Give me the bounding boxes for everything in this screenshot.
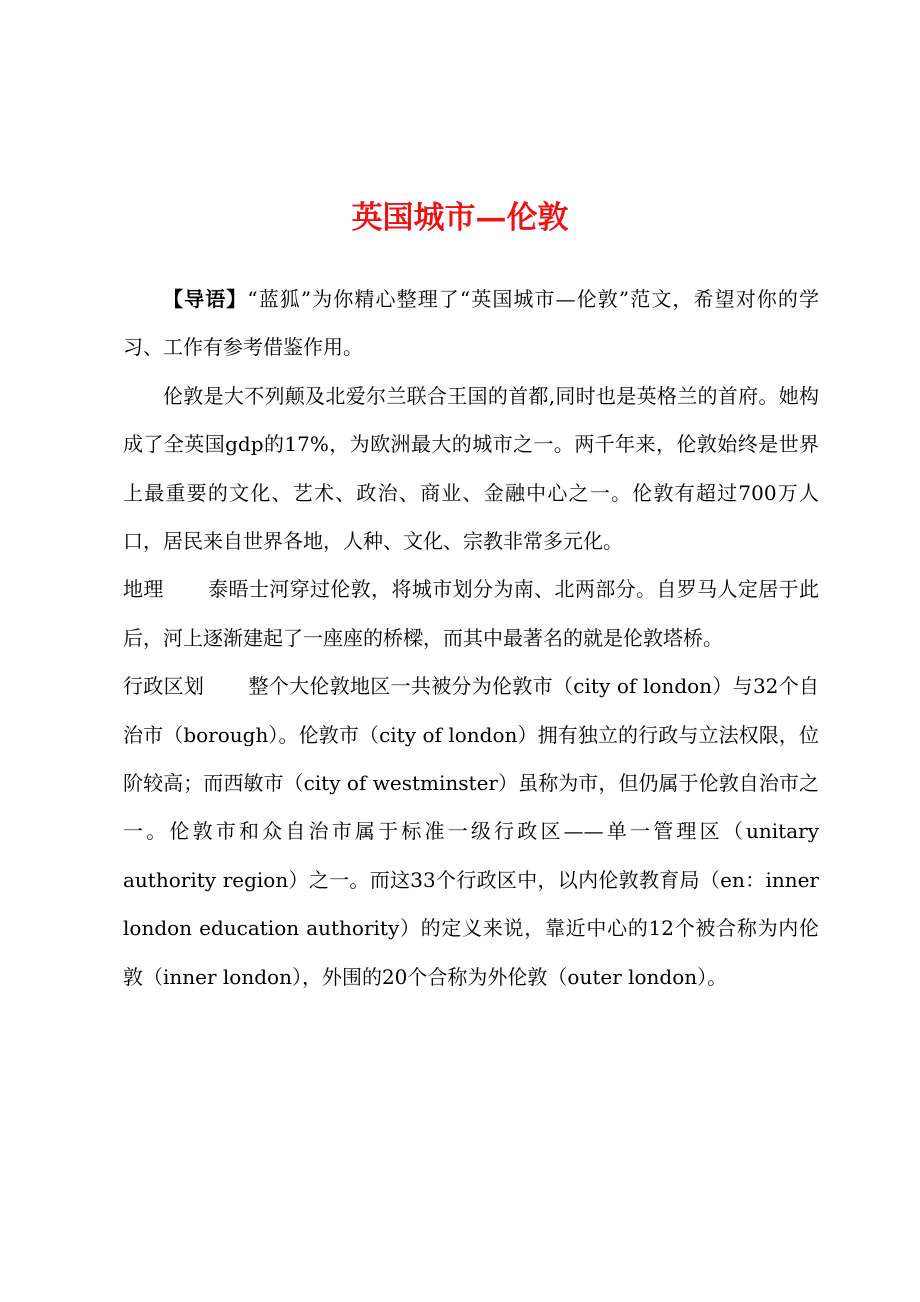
overview-paragraph: 伦敦是大不列颠及北爱尔兰联合王国的首都,同时也是英格兰的首府。她构成了全英国gdp的17%，为欧洲最大的城市之一。两千年来，伦敦始终是世界上最重要的文化、艺术、政治、商业、金融中心之一。伦敦有超过700万人口，居民来自世界各地，人种、文化、宗教非常多元化。: [123, 383, 819, 554]
intro-label: 【导语】: [163, 287, 248, 311]
intro-text: “蓝狐”为你精心整理了“英国城市—伦敦”范文，希望对你的学习、工作有参考借鉴作用。: [123, 287, 819, 360]
intro-paragraph: [123, 275, 819, 372]
geography-text: 泰晤士河穿过伦敦，将城市划分为南、北两部分。自罗马人定居于此后，河上逐渐建起了一座座的桥樑，而其中最著名的就是伦敦塔桥。: [123, 577, 819, 650]
administration-text: 整个大伦敦地区一共被分为伦敦市（city of london）与32个自治市（borough）。伦敦市（city of london）拥有独立的行政与立法权限，位阶较高；而西敏市（city of westminster）虽称为市，但仍属于伦敦自治市之一。伦敦市和众自治市属于标准一级行政区——单一管理区（unitary authority region）之一。而这33个行政区中，以内伦敦教育局（en：inner london education authority）的定义来说，靠近中心的12个被合称为内伦敦（inner london），外围的20个合称为外伦敦（outer london）。: [123, 674, 819, 989]
document-body: [123, 275, 819, 1001]
administration-paragraph: [123, 662, 819, 1001]
geography-paragraph: [123, 565, 819, 662]
administration-heading: 行政区划: [123, 674, 205, 699]
geography-heading: 地理: [123, 577, 164, 602]
document-title: 英国城市—伦敦: [351, 200, 569, 236]
